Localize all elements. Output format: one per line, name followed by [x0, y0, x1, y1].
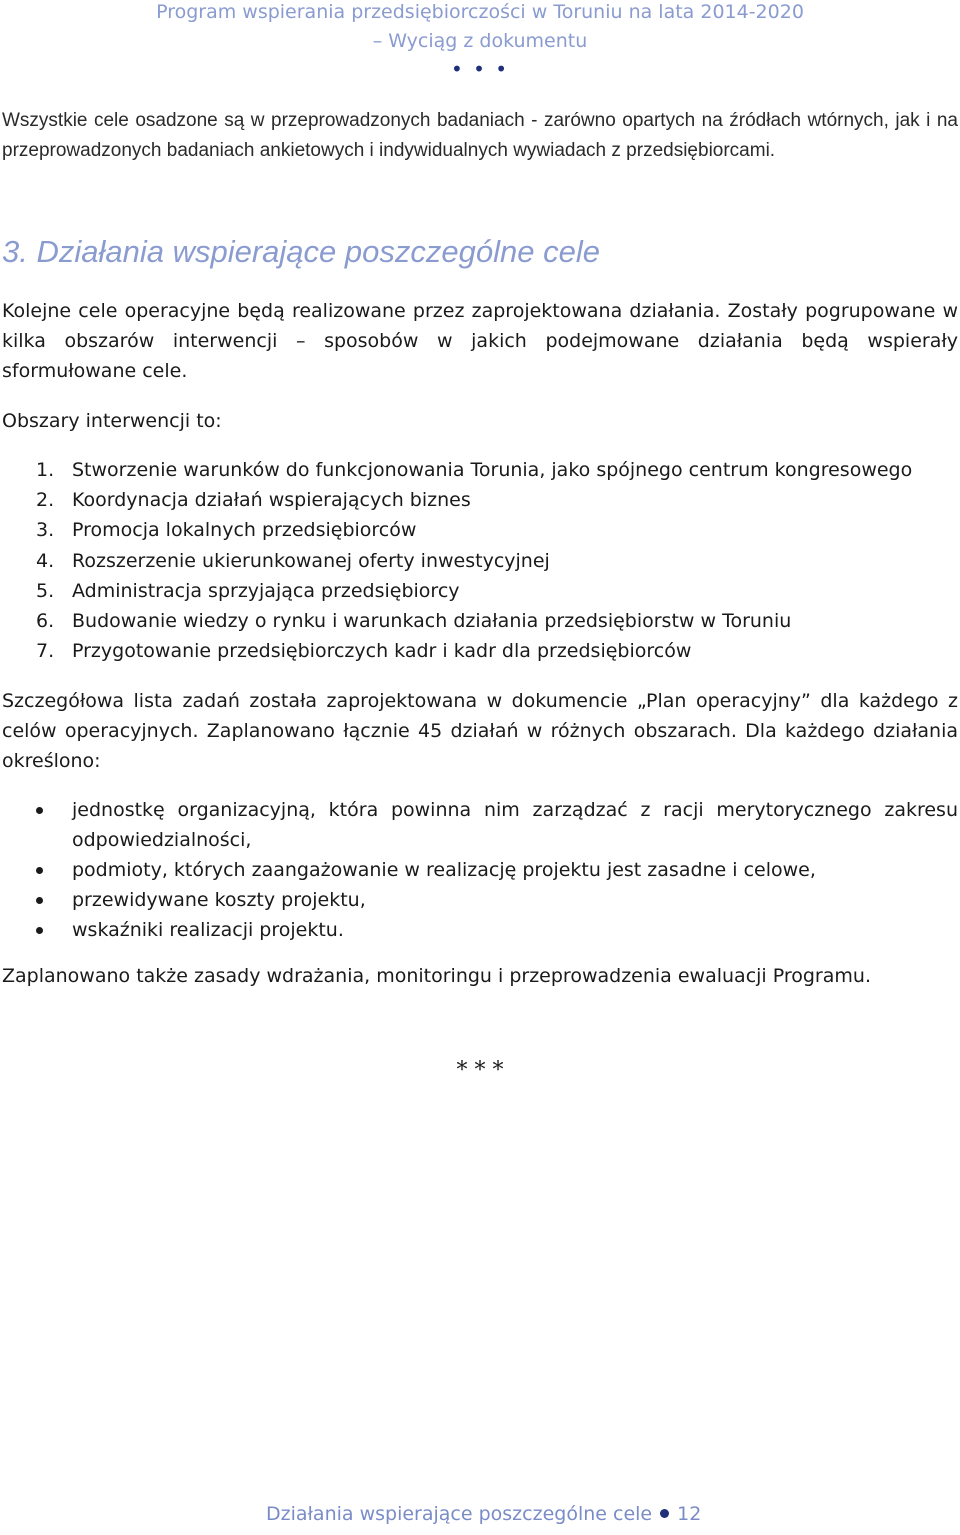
- list-number: 7.: [36, 640, 55, 663]
- list-text: Stworzenie warunków do funkcjonowania Torunia, jako spójnego centrum kongresowego: [72, 459, 913, 481]
- list-text: jednostkę organizacyjną, która powinna nim zarządzać z racji merytorycznego zakresu odpowiedzialności,: [72, 799, 958, 851]
- document-header-subtitle: – Wyciąg z dokumentu: [372, 30, 588, 52]
- list-number: 4.: [36, 549, 55, 572]
- list-item: [0, 606, 960, 636]
- list-item: [0, 795, 960, 855]
- footer-section-label: Działania wspierające poszczególne cele: [266, 1503, 653, 1525]
- list-item: [0, 485, 960, 515]
- list-item: [0, 855, 960, 885]
- section-paragraph-2: Szczegółowa lista zadań została zaprojektowana w dokumencie „Plan operacyjny” dla każdego z celów operacyjnych. Zaplanowano łącznie 45 działań w różnych obszarach. Dla każdego działania określono:: [2, 690, 958, 772]
- list-item: [0, 455, 960, 485]
- list-item: [0, 576, 960, 606]
- footer-dot-icon: [660, 1509, 669, 1518]
- section-paragraph-1: Kolejne cele operacyjne będą realizowane przez zaprojektowana działania. Zostały pogrupowane w kilka obszarów interwencji – sposobów w jakich podejmowane działania będą wspierały sformułowane cele.: [2, 300, 958, 382]
- list-text: podmioty, których zaangażowanie w realizację projektu jest zasadne i celowe,: [72, 859, 816, 881]
- section-paragraph-3: Zaplanowano także zasady wdrażania, monitoringu i przeprowadzenia ewaluacji Programu.: [2, 965, 871, 987]
- list-number: 2.: [36, 489, 55, 512]
- document-header-title: Program wspierania przedsiębiorczości w Toruniu na lata 2014-2020: [156, 1, 804, 23]
- list-text: Administracja sprzyjająca przedsiębiorcy: [72, 579, 460, 602]
- bullet-icon: [36, 927, 43, 934]
- bullet-icon: [36, 867, 43, 874]
- list-text: wskaźniki realizacji projektu.: [72, 919, 344, 941]
- bullet-icon: [36, 897, 43, 904]
- list-item: [0, 915, 960, 945]
- intro-paragraph: Wszystkie cele osadzone są w przeprowadzonych badaniach - zarówno opartych na źródłach wtórnych, jak i na przeprowadzonych badaniach ankietowych i indywidualnych wywiadach z przedsiębiorcami.: [2, 110, 958, 161]
- areas-intro: Obszary interwencji to:: [2, 410, 222, 432]
- list-item: [0, 885, 960, 915]
- list-text: Promocja lokalnych przedsiębiorców: [72, 519, 417, 542]
- list-text: przewidywane koszty projektu,: [72, 889, 366, 911]
- list-number: 3.: [36, 519, 55, 542]
- header-dots-ornament: • • •: [450, 57, 510, 81]
- action-details-list: [0, 795, 960, 945]
- list-item: [0, 546, 960, 576]
- list-number: 5.: [36, 579, 55, 602]
- intervention-areas-list: [0, 455, 960, 666]
- list-text: Rozszerzenie ukierunkowanej oferty inwestycyjnej: [72, 549, 550, 572]
- list-item: [0, 515, 960, 545]
- section-separator-stars: * * *: [456, 1058, 504, 1083]
- page-footer: [266, 1503, 701, 1525]
- list-text: Budowanie wiedzy o rynku i warunkach działania przedsiębiorstw w Toruniu: [72, 609, 792, 632]
- list-item: [0, 636, 960, 666]
- list-number: 6.: [36, 609, 55, 632]
- bullet-icon: [36, 807, 43, 814]
- page-number: 12: [677, 1503, 702, 1525]
- section-heading: 3. Działania wspierające poszczególne cele: [2, 234, 600, 269]
- list-text: Koordynacja działań wspierających biznes: [72, 489, 471, 512]
- list-text: Przygotowanie przedsiębiorczych kadr i kadr dla przedsiębiorców: [72, 640, 692, 663]
- list-number: 1.: [36, 459, 55, 481]
